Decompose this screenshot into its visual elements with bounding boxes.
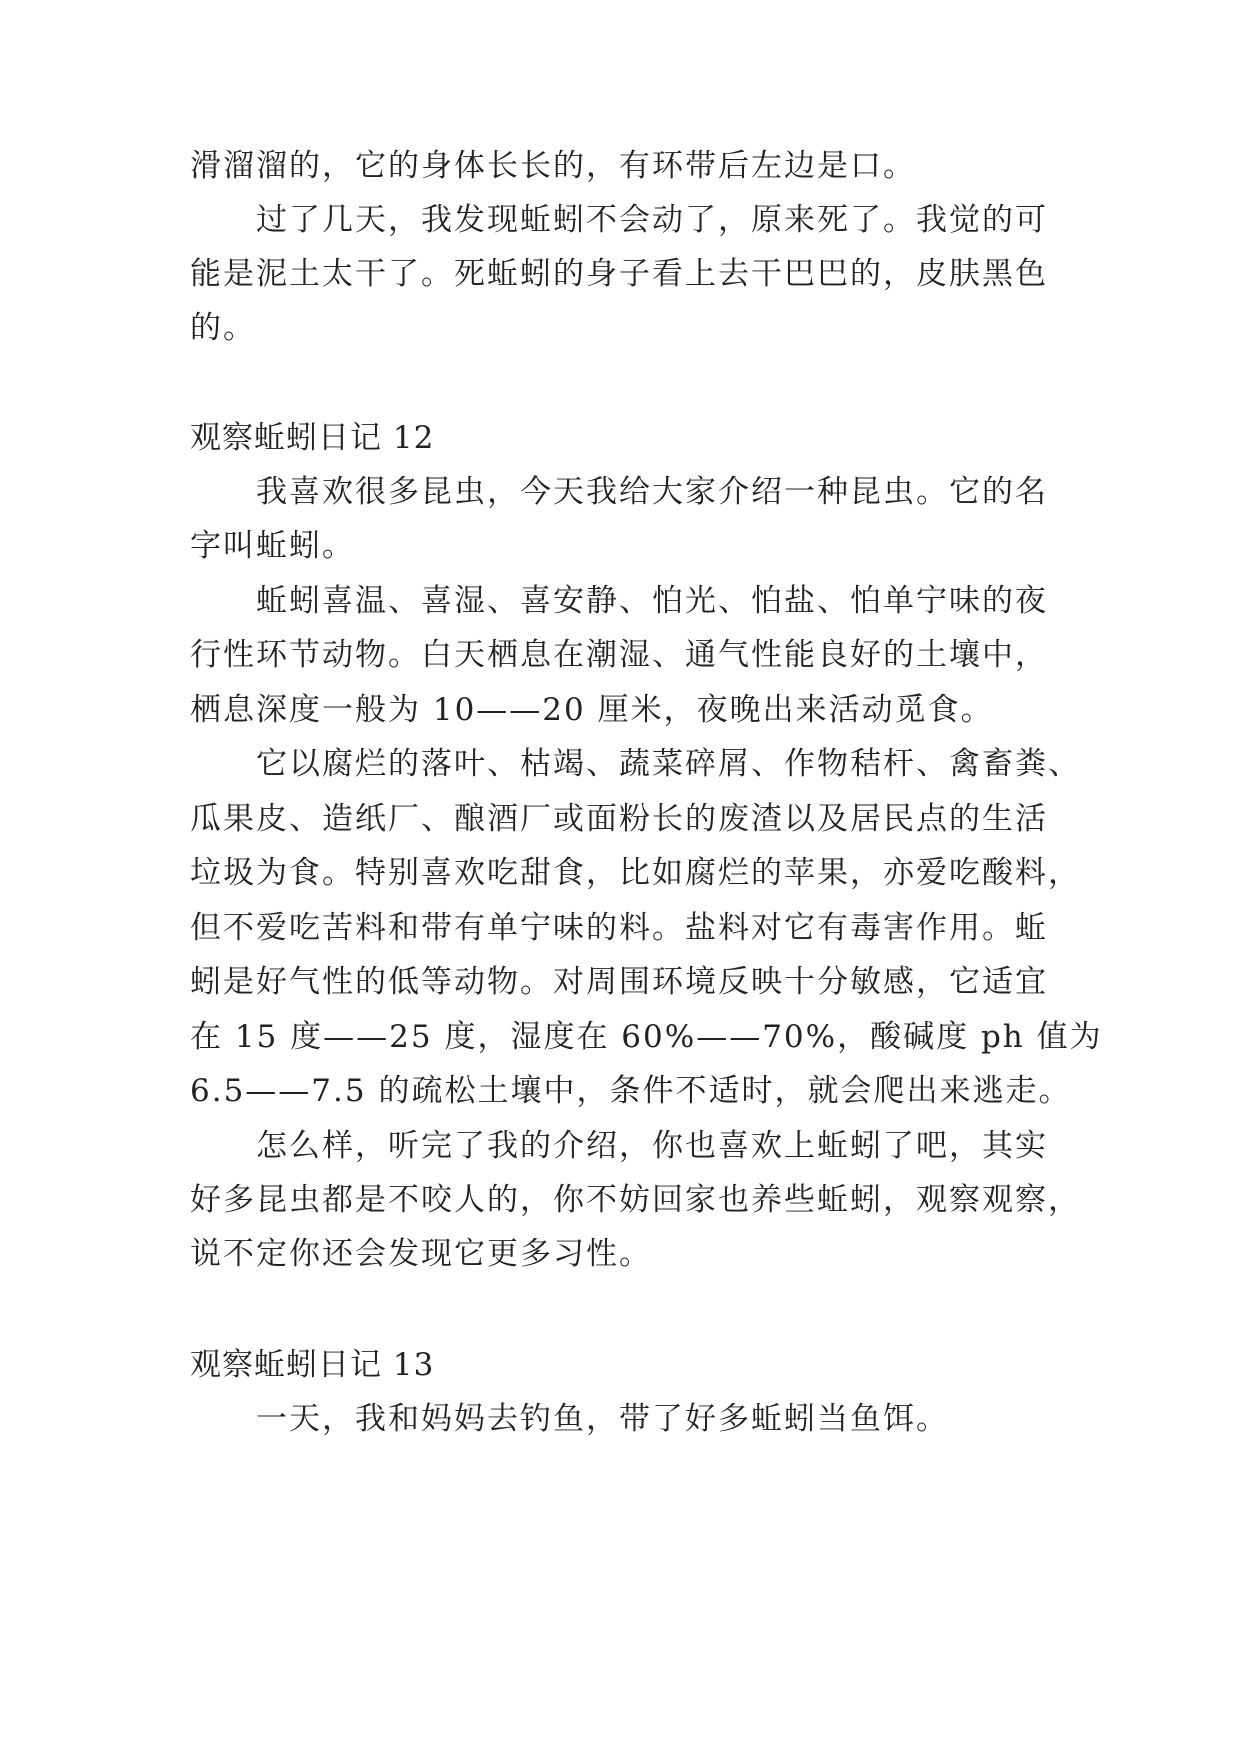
paragraph-line: 6.5——7.5 的疏松土壤中，条件不适时，就会爬出来逃走。 <box>190 1073 1072 1109</box>
paragraph-line: 好多昆虫都是不咬人的，你不妨回家也养些蚯蚓，观察观察， <box>190 1182 1081 1218</box>
paragraph-line: 字叫蚯蚓。 <box>190 528 355 564</box>
paragraph-line: 行性环节动物。白天栖息在潮湿、通气性能良好的土壤中， <box>190 637 1048 673</box>
section-heading: 观察蚯蚓日记 13 <box>190 1347 435 1383</box>
section-heading: 观察蚯蚓日记 12 <box>190 420 435 456</box>
paragraph-line: 怎么样，听完了我的介绍，你也喜欢上蚯蚓了吧，其实 <box>256 1128 1048 1164</box>
paragraph-line: 滑溜溜的，它的身体长长的，有环带后左边是口。 <box>190 148 916 184</box>
paragraph-line: 我喜欢很多昆虫，今天我给大家介绍一种昆虫。它的名 <box>256 474 1048 510</box>
paragraph-line: 蚓是好气性的低等动物。对周围环境反映十分敏感，它适宜 <box>190 964 1048 1000</box>
paragraph-line: 过了几天，我发现蚯蚓不会动了，原来死了。我觉的可 <box>256 202 1048 238</box>
paragraph-line: 瓜果皮、造纸厂、酿酒厂或面粉长的废渣以及居民点的生活 <box>190 801 1048 837</box>
paragraph-line: 它以腐烂的落叶、枯竭、蔬菜碎屑、作物秸杆、禽畜粪、 <box>256 746 1081 782</box>
paragraph-line: 的。 <box>190 310 256 346</box>
paragraph-line: 蚯蚓喜温、喜湿、喜安静、怕光、怕盐、怕单宁味的夜 <box>256 583 1048 619</box>
paragraph-line: 说不定你还会发现它更多习性。 <box>190 1236 652 1272</box>
paragraph-line: 垃圾为食。特别喜欢吃甜食，比如腐烂的苹果，亦爱吃酸料， <box>190 855 1081 891</box>
paragraph-line: 栖息深度一般为 10——20 厘米，夜晚出来活动觅食。 <box>190 692 994 728</box>
paragraph-line: 一天，我和妈妈去钓鱼，带了好多蚯蚓当鱼饵。 <box>256 1401 949 1437</box>
paragraph-line: 在 15 度——25 度，湿度在 60%——70%，酸碱度 ph 值为 <box>190 1019 1103 1055</box>
paragraph-line: 但不爱吃苦料和带有单宁味的料。盐料对它有毒害作用。蚯 <box>190 910 1048 946</box>
paragraph-line: 能是泥土太干了。死蚯蚓的身子看上去干巴巴的，皮肤黑色 <box>190 256 1048 292</box>
